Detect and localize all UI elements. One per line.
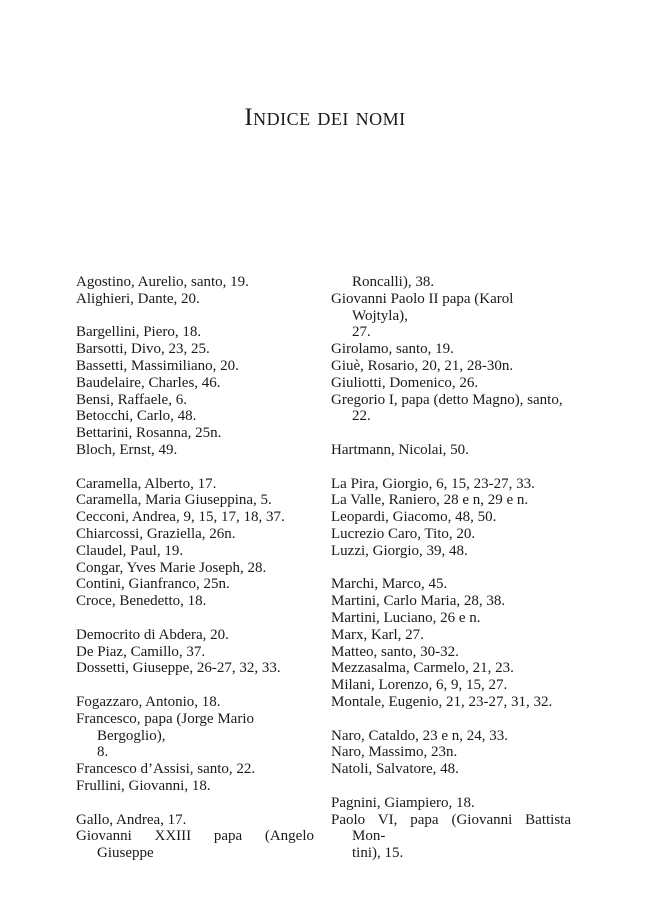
index-entry: Girolamo, santo, 19.	[331, 341, 454, 358]
index-entry: Bloch, Ernst, 49.	[76, 441, 178, 458]
letter-group-gap	[76, 677, 314, 694]
index-entry: Marx, Karl, 27.	[331, 626, 424, 643]
index-entry: Barsotti, Divo, 23, 25.	[76, 341, 210, 358]
index-entry: Marchi, Marco, 45.	[331, 576, 448, 593]
index-entry: Giuè, Rosario, 20, 21, 28-30n.	[331, 357, 514, 374]
index-entry: Gallo, Andrea, 17.	[76, 811, 187, 828]
index-column-left	[76, 274, 314, 862]
index-entry: Paolo VI, papa (Giovanni Battista Mon-	[331, 811, 571, 845]
letter-group-gap	[76, 308, 314, 325]
index-entry: Naro, Massimo, 23n.	[331, 744, 458, 761]
index-entry: Mezzasalma, Carmelo, 21, 23.	[331, 660, 514, 677]
index-entry: Agostino, Aurelio, santo, 19.	[76, 274, 249, 290]
index-entry: Bassetti, Massimiliano, 20.	[76, 357, 239, 374]
index-entry: Francesco, papa (Jorge Mario Bergoglio),	[76, 710, 254, 744]
index-entry: Claudel, Paul, 19.	[76, 542, 184, 559]
index-entry: Betocchi, Carlo, 48.	[76, 408, 197, 425]
index-entry: Gregorio I, papa (detto Magno), santo,	[331, 391, 563, 408]
index-entry: Frullini, Giovanni, 18.	[76, 777, 211, 794]
index-entry: Fogazzaro, Antonio, 18.	[76, 693, 221, 710]
index-entry-continuation: tini), 15.	[352, 845, 404, 862]
index-entry: Hartmann, Nicolai, 50.	[331, 441, 469, 458]
index-entry-continuation: 27.	[352, 324, 371, 341]
index-entry: Baudelaire, Charles, 46.	[76, 374, 221, 391]
index-entry: Congar, Yves Marie Joseph, 28.	[76, 559, 267, 576]
index-entry: Francesco d’Assisi, santo, 22.	[76, 761, 256, 778]
index-entry: Lucrezio Caro, Tito, 20.	[331, 525, 476, 542]
letter-group-gap	[331, 459, 571, 476]
index-entry: Giuliotti, Domenico, 26.	[331, 374, 479, 391]
index-entry: Pagnini, Giampiero, 18.	[331, 794, 475, 811]
index-column-right	[331, 274, 571, 862]
letter-group-gap	[331, 711, 571, 728]
index-entry: Bettarini, Rosanna, 25n.	[76, 425, 222, 442]
index-entry: Giovanni XXIII papa (Angelo Giuseppe	[76, 828, 314, 862]
letter-group-gap	[331, 778, 571, 795]
index-entry: Alighieri, Dante, 20.	[76, 290, 200, 307]
index-entry: Martini, Luciano, 26 e n.	[331, 609, 481, 626]
index-entry: Democrito di Abdera, 20.	[76, 626, 229, 643]
index-entry: Dossetti, Giuseppe, 26-27, 32, 33.	[76, 660, 281, 677]
index-entry-continuation: 8.	[97, 744, 109, 761]
index-entry: Bargellini, Piero, 18.	[76, 324, 202, 341]
index-entry: Chiarcossi, Graziella, 26n.	[76, 525, 236, 542]
index-entry: Contini, Gianfranco, 25n.	[76, 576, 230, 593]
index-entry: La Pira, Giorgio, 6, 15, 23-27, 33.	[331, 475, 535, 492]
index-entry: Bensi, Raffaele, 6.	[76, 391, 187, 408]
index-entry: Croce, Benedetto, 18.	[76, 593, 207, 610]
index-entry: Caramella, Alberto, 17.	[76, 475, 217, 492]
index-entry-continuation: 22.	[352, 408, 371, 425]
index-entry: Matteo, santo, 30-32.	[331, 643, 459, 660]
index-entry: Cecconi, Andrea, 9, 15, 17, 18, 37.	[76, 509, 285, 526]
index-entry: Leopardi, Giacomo, 48, 50.	[331, 509, 497, 526]
letter-group-gap	[76, 459, 314, 476]
page-title: Indice dei nomi	[244, 104, 406, 131]
letter-group-gap	[76, 610, 314, 627]
index-entry: Martini, Carlo Maria, 28, 38.	[331, 593, 506, 610]
index-entry: Giovanni Paolo II papa (Karol Wojtyla),	[331, 290, 514, 324]
index-entry-continuation: Roncalli), 38.	[352, 274, 435, 290]
index-entry: Montale, Eugenio, 21, 23-27, 31, 32.	[331, 693, 553, 710]
index-entry: Luzzi, Giorgio, 39, 48.	[331, 542, 468, 559]
letter-group-gap	[76, 795, 314, 812]
index-entry: Milani, Lorenzo, 6, 9, 15, 27.	[331, 677, 508, 694]
index-entry: Naro, Cataldo, 23 e n, 24, 33.	[331, 727, 509, 744]
letter-group-gap	[331, 425, 571, 442]
index-entry: De Piaz, Camillo, 37.	[76, 643, 206, 660]
index-entry: La Valle, Raniero, 28 e n, 29 e n.	[331, 492, 529, 509]
letter-group-gap	[331, 560, 571, 577]
index-entry: Natoli, Salvatore, 48.	[331, 761, 459, 778]
index-entry: Caramella, Maria Giuseppina, 5.	[76, 492, 272, 509]
